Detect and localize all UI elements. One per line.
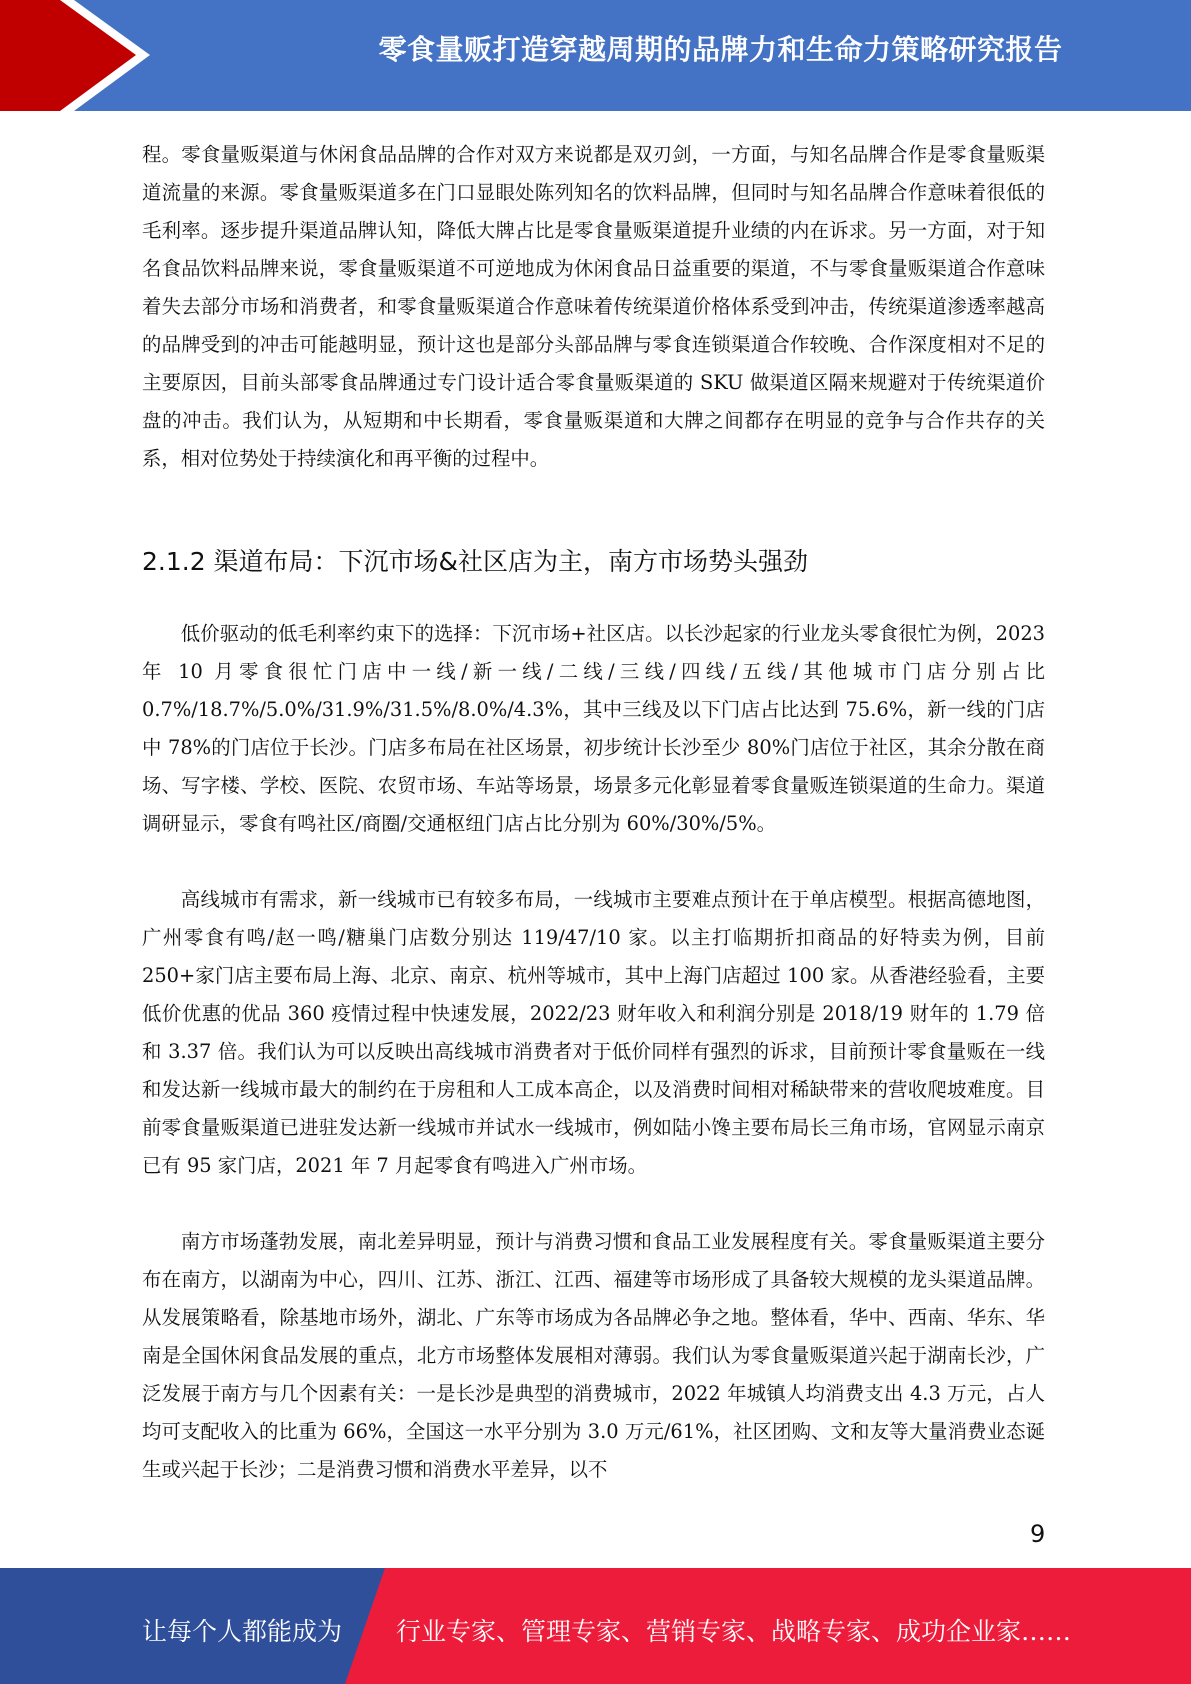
body-section-top bbox=[142, 136, 1045, 478]
paragraph-continuation: 程。零食量贩渠道与休闲食品品牌的合作对双方来说都是双刃剑，一方面，与知名品牌合作是零食量贩渠道流量的来源。零食量贩渠道多在门口显眼处陈列知名的饮料品牌，但同时与知名品牌合作意味着很低的毛利率。逐步提升渠道品牌认知，降低大牌占比是零食量贩渠道提升业绩的内在诉求。另一方面，对于知名食品饮料品牌来说，零食量贩渠道不可逆地成为休闲食品日益重要的渠道，不与零食量贩渠道合作意味着失去部分市场和消费者，和零食量贩渠道合作意味着传统渠道价格体系受到冲击，传统渠道渗透率越高的品牌受到的冲击可能越明显，预计这也是部分头部品牌与零食连锁渠道合作较晚、合作深度相对不足的主要原因，目前头部零食品牌通过专门设计适合零食量贩渠道的 SKU 做渠道区隔来规避对于传统渠道价盘的冲击。我们认为，从短期和中长期看，零食量贩渠道和大牌之间都存在明显的竞争与合作共存的关系，相对位势处于持续演化和再平衡的过程中。 bbox=[142, 143, 1045, 470]
body-section-main bbox=[142, 615, 1045, 1489]
report-title: 零食量贩打造穿越周期的品牌力和生命力策略研究报告 bbox=[378, 33, 1063, 66]
paragraph-lower-tier-markets: 低价驱动的低毛利率约束下的选择：下沉市场+社区店。以长沙起家的行业龙头零食很忙为例，2023 年 10 月零食很忙门店中一线/新一线/二线/三线/四线/五线/其他城市门店分别占比 0.7%/18.7%/5.0%/31.9%/31.5%/8.0%/4.3%，其中三线及以下门店占比达到 75.6%，新一线的门店中 78%的门店位于长沙。门店多布局在社区场景，初步统计长沙至少 80%门店位于社区，其余分散在商场、写字楼、学校、医院、农贸市场、车站等场景，场景多元化彰显着零食量贩连锁渠道的生命力。渠道调研显示，零食有鸣社区/商圈/交通枢纽门店占比分别为 60%/30%/5%。 bbox=[142, 622, 1045, 835]
footer-slogan-left: 让每个人都能成为 bbox=[142, 1617, 343, 1646]
page-number: 9 bbox=[1030, 1520, 1046, 1548]
paragraph-southern-market: 南方市场蓬勃发展，南北差异明显，预计与消费习惯和食品工业发展程度有关。零食量贩渠道主要分布在南方，以湖南为中心，四川、江苏、浙江、江西、福建等市场形成了具备较大规模的龙头渠道品牌。从发展策略看，除基地市场外，湖北、广东等市场成为各品牌必争之地。整体看，华中、西南、华东、华南是全国休闲食品发展的重点，北方市场整体发展相对薄弱。我们认为零食量贩渠道兴起于湖南长沙，广泛发展于南方与几个因素有关：一是长沙是典型的消费城市，2022 年城镇人均消费支出 4.3 万元，占人均可支配收入的比重为 66%，全国这一水平分别为 3.0 万元/61%，社区团购、文和友等大量消费业态诞生或兴起于长沙；二是消费习惯和消费水平差异，以不 bbox=[142, 1230, 1045, 1481]
paragraph-high-tier-cities: 高线城市有需求，新一线城市已有较多布局，一线城市主要难点预计在于单店模型。根据高德地图，广州零食有鸣/赵一鸣/糖巢门店数分别达 119/47/10 家。以主打临期折扣商品的好特卖为例，目前 250+家门店主要布局上海、北京、南京、杭州等城市，其中上海门店超过 100 家。从香港经验看，主要低价优惠的优品 360 疫情过程中快速发展，2022/23 财年收入和利润分别是 2018/19 财年的 1.79 倍和 3.37 倍。我们认为可以反映出高线城市消费者对于低价同样有强烈的诉求，目前预计零食量贩在一线和发达新一线城市最大的制约在于房租和人工成本高企，以及消费时间相对稀缺带来的营收爬坡难度。目前零食量贩渠道已进驻发达新一线城市并试水一线城市，例如陆小馋主要布局长三角市场，官网显示南京已有 95 家门店，2021 年 7 月起零食有鸣进入广州市场。 bbox=[142, 888, 1045, 1177]
page-header bbox=[0, 0, 1191, 111]
footer-slogan-right: 行业专家、管理专家、营销专家、战略专家、成功企业家…… bbox=[396, 1617, 1072, 1646]
section-heading: 2.1.2 渠道布局：下沉市场&社区店为主，南方市场势头强劲 bbox=[142, 547, 809, 576]
page-footer bbox=[0, 1568, 1191, 1684]
